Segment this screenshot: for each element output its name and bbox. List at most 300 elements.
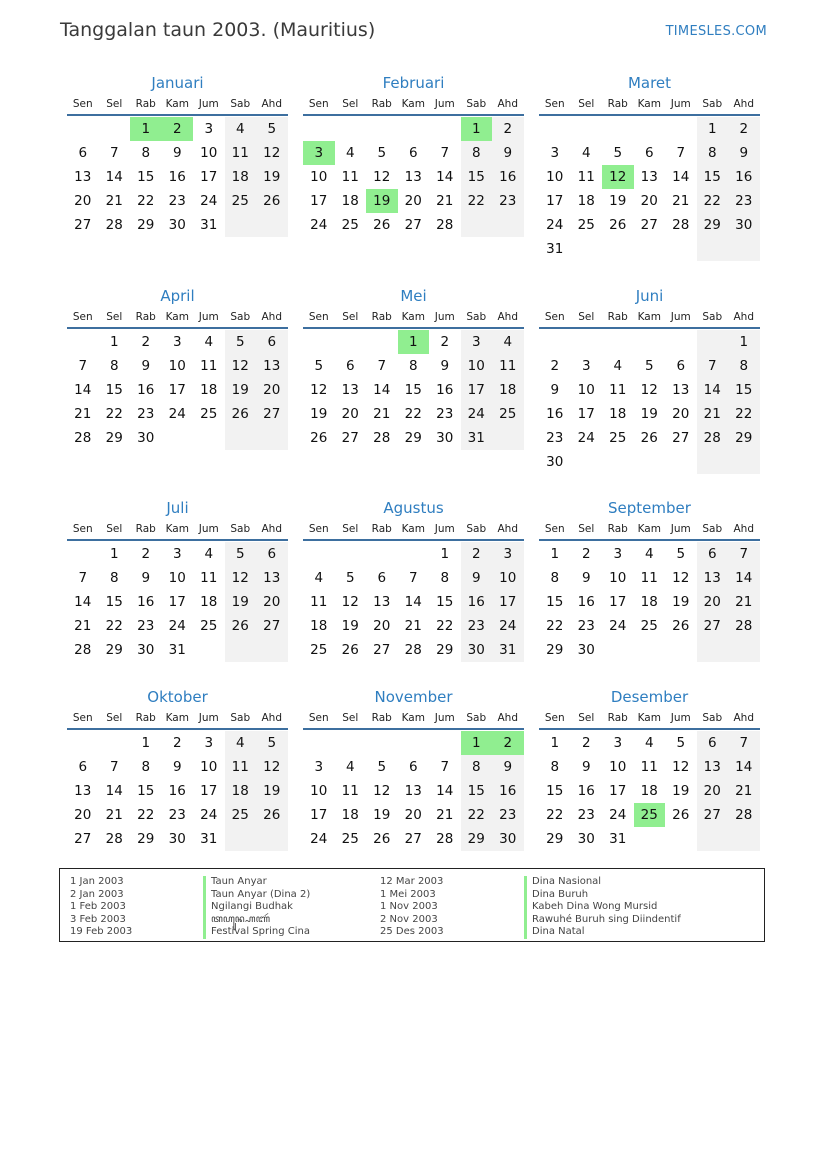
day-cell: 12: [672, 570, 690, 586]
day-cell: 2: [141, 546, 151, 562]
day-cell: 16: [492, 165, 524, 189]
weekday-label: Sen: [308, 523, 329, 535]
legend-date: 25 Des 2003: [380, 926, 444, 937]
weekday-header: [539, 94, 760, 116]
day-cell: 24: [310, 217, 328, 233]
day-cell: 27: [341, 430, 359, 446]
day-cell: 20: [74, 807, 92, 823]
day-cell: 9: [461, 566, 493, 590]
empty-cell: [303, 330, 335, 354]
day-cell: 19: [672, 594, 690, 610]
day-cell: 22: [461, 803, 493, 827]
day-cell: 14: [728, 566, 760, 590]
day-cell: 12: [640, 382, 658, 398]
day-cell: 7: [440, 759, 450, 775]
weekday-header: [539, 708, 760, 730]
weekday-label: Sen: [72, 311, 93, 323]
weekday-label: Jum: [434, 712, 455, 724]
day-cell: 23: [492, 803, 524, 827]
day-cell: 30: [728, 213, 760, 237]
weekday-label: Jum: [670, 98, 691, 110]
weekday-label: Sel: [106, 712, 123, 724]
day-cell: 15: [697, 165, 729, 189]
weekday-label: Sel: [578, 311, 595, 323]
weekday-label: Sel: [342, 712, 359, 724]
day-cell: 19: [341, 618, 359, 634]
day-cell: 26: [341, 642, 359, 658]
day-cell: 13: [256, 566, 288, 590]
day-cell: 29: [137, 831, 155, 847]
weekday-header: [303, 94, 524, 116]
weekday-label: Rab: [135, 712, 156, 724]
legend-holiday-name: Kabeh Dina Wong Mursid: [524, 901, 681, 914]
day-cell: 21: [672, 193, 690, 209]
day-cell: 16: [436, 382, 454, 398]
brand-logo[interactable]: TIMESLES.COM: [665, 24, 767, 39]
day-cell: 28: [728, 803, 760, 827]
day-grid: [303, 542, 524, 662]
day-grid: [539, 117, 760, 261]
empty-cell: [366, 330, 398, 354]
empty-cell: [429, 117, 461, 141]
day-cell: 23: [168, 193, 186, 209]
day-cell: 9: [141, 570, 151, 586]
day-cell: 7: [377, 358, 387, 374]
empty-cell: [602, 638, 634, 662]
day-cell: 30: [137, 642, 155, 658]
empty-cell: [256, 426, 288, 450]
day-cell: 28: [697, 426, 729, 450]
day-cell: 13: [404, 169, 422, 185]
day-cell: 12: [373, 169, 391, 185]
day-cell: 15: [461, 165, 493, 189]
day-cell: 23: [728, 189, 760, 213]
day-cell: 6: [697, 731, 729, 755]
day-cell: 20: [256, 590, 288, 614]
month-name: Februari: [382, 74, 445, 92]
day-cell: 24: [577, 430, 595, 446]
day-cell: 4: [314, 570, 324, 586]
weekday-label: Sel: [578, 523, 595, 535]
day-cell: 27: [697, 803, 729, 827]
day-cell: 14: [74, 594, 92, 610]
day-cell: 9: [492, 755, 524, 779]
weekday-label: Sab: [230, 98, 251, 110]
day-cell: 29: [546, 642, 564, 658]
day-cell: 19: [609, 193, 627, 209]
day-cell: 9: [728, 141, 760, 165]
day-grid: [303, 117, 524, 237]
day-cell: 6: [78, 759, 88, 775]
day-cell: 15: [546, 783, 564, 799]
day-cell: 18: [310, 618, 328, 634]
weekday-label: Rab: [607, 98, 628, 110]
day-cell: 28: [105, 217, 123, 233]
day-cell: 27: [404, 217, 422, 233]
empty-cell: [602, 450, 634, 474]
day-cell: 3: [613, 735, 623, 751]
day-cell: 7: [78, 358, 88, 374]
day-cell: 20: [697, 779, 729, 803]
weekday-label: Ahd: [733, 523, 754, 535]
legend-holiday-name: Taun Anyar: [203, 876, 310, 889]
day-cell: 2: [581, 735, 591, 751]
day-cell: 24: [609, 807, 627, 823]
day-cell: 26: [373, 217, 391, 233]
empty-cell: [67, 542, 99, 566]
day-cell: 15: [404, 382, 422, 398]
legend-date: 1 Nov 2003: [380, 901, 438, 912]
empty-cell: [225, 827, 257, 851]
day-cell: 4: [345, 759, 355, 775]
day-cell: 25: [341, 217, 359, 233]
day-cell: 29: [461, 827, 493, 851]
weekday-label: Kam: [637, 98, 661, 110]
day-cell: 25: [577, 217, 595, 233]
day-cell: 3: [613, 546, 623, 562]
weekday-label: Sen: [308, 712, 329, 724]
day-cell: 1: [550, 735, 560, 751]
day-cell: 2: [172, 735, 182, 751]
day-cell: 28: [105, 831, 123, 847]
weekday-header: [67, 307, 288, 329]
day-cell: 4: [204, 546, 214, 562]
weekday-label: Kam: [637, 523, 661, 535]
day-cell: 15: [461, 779, 493, 803]
day-cell: 2: [461, 542, 493, 566]
month-name: Juli: [166, 499, 189, 517]
day-cell: 18: [225, 165, 257, 189]
weekday-label: Rab: [607, 712, 628, 724]
day-cell: 2: [581, 546, 591, 562]
month-mei: [303, 285, 524, 450]
holiday-day-cell: 2: [492, 731, 524, 755]
day-cell: 24: [200, 193, 218, 209]
empty-cell: [539, 117, 571, 141]
day-cell: 13: [74, 169, 92, 185]
legend-date: 3 Feb 2003: [70, 913, 126, 925]
month-name: Mei: [400, 287, 427, 305]
month-name: Desember: [610, 688, 689, 706]
day-cell: 27: [697, 614, 729, 638]
weekday-label: Kam: [165, 712, 189, 724]
day-cell: 25: [492, 402, 524, 426]
day-cell: 31: [200, 217, 218, 233]
holiday-day-cell: 1: [461, 117, 493, 141]
day-grid: [539, 731, 760, 851]
empty-cell: [602, 330, 634, 354]
weekday-label: Sab: [702, 98, 723, 110]
day-cell: 20: [404, 807, 422, 823]
day-cell: 30: [168, 831, 186, 847]
holiday-day-cell: 12: [602, 165, 634, 189]
day-grid: [539, 542, 760, 662]
day-cell: 20: [404, 193, 422, 209]
day-cell: 31: [461, 426, 493, 450]
day-cell: 22: [546, 807, 564, 823]
day-cell: 16: [168, 783, 186, 799]
day-cell: 8: [550, 570, 560, 586]
day-cell: 16: [577, 594, 595, 610]
day-cell: 25: [609, 430, 627, 446]
day-cell: 5: [676, 735, 686, 751]
empty-cell: [256, 213, 288, 237]
legend-date: 2 Jan 2003: [70, 888, 124, 900]
weekday-label: Sab: [702, 712, 723, 724]
weekday-label: Ahd: [261, 311, 282, 323]
day-cell: 17: [546, 193, 564, 209]
weekday-label: Sab: [466, 311, 487, 323]
empty-cell: [602, 237, 634, 261]
day-cell: 3: [581, 358, 591, 374]
day-cell: 28: [404, 642, 422, 658]
day-cell: 10: [609, 759, 627, 775]
holiday-day-cell: 25: [634, 803, 666, 827]
day-cell: 31: [492, 638, 524, 662]
day-cell: 29: [697, 213, 729, 237]
empty-cell: [335, 330, 367, 354]
day-cell: 26: [373, 831, 391, 847]
day-cell: 27: [640, 217, 658, 233]
day-cell: 29: [105, 642, 123, 658]
day-cell: 1: [109, 546, 119, 562]
day-cell: 18: [640, 594, 658, 610]
weekday-label: Kam: [401, 712, 425, 724]
empty-cell: [697, 237, 729, 261]
month-name: Januari: [151, 74, 204, 92]
day-cell: 12: [225, 566, 257, 590]
weekday-label: Sen: [308, 311, 329, 323]
day-cell: 18: [341, 193, 359, 209]
weekday-label: Sen: [72, 712, 93, 724]
day-cell: 17: [461, 378, 493, 402]
day-cell: 21: [697, 402, 729, 426]
day-cell: 6: [256, 542, 288, 566]
day-cell: 21: [373, 406, 391, 422]
day-cell: 21: [436, 193, 454, 209]
day-cell: 30: [492, 827, 524, 851]
weekday-label: Ahd: [497, 712, 518, 724]
legend-date: 1 Feb 2003: [70, 901, 126, 912]
weekday-label: Jum: [434, 311, 455, 323]
day-cell: 10: [310, 783, 328, 799]
day-cell: 7: [440, 145, 450, 161]
day-cell: 1: [440, 546, 450, 562]
weekday-header: [539, 307, 760, 329]
day-cell: 19: [225, 378, 257, 402]
day-cell: 13: [640, 169, 658, 185]
empty-cell: [335, 731, 367, 755]
day-cell: 17: [577, 406, 595, 422]
day-cell: 10: [492, 566, 524, 590]
day-cell: 8: [461, 755, 493, 779]
day-cell: 6: [697, 542, 729, 566]
day-cell: 14: [436, 783, 454, 799]
weekday-label: Jum: [198, 311, 219, 323]
weekday-label: Sel: [342, 311, 359, 323]
weekday-label: Sab: [230, 311, 251, 323]
day-cell: 28: [436, 831, 454, 847]
day-grid: [67, 330, 288, 450]
day-cell: 6: [644, 145, 654, 161]
day-cell: 1: [728, 330, 760, 354]
day-cell: 22: [728, 402, 760, 426]
weekday-label: Sen: [544, 98, 565, 110]
day-cell: 9: [172, 759, 182, 775]
legend-holiday-name: ꦠꦲꦸꦤ꧀ꦲꦚꦂ: [203, 914, 310, 927]
empty-cell: [492, 426, 524, 450]
day-cell: 27: [256, 614, 288, 638]
weekday-label: Ahd: [261, 712, 282, 724]
day-cell: 7: [109, 759, 119, 775]
day-cell: 14: [105, 169, 123, 185]
month-name: Juni: [635, 287, 664, 305]
empty-cell: [303, 542, 335, 566]
month-maret: [539, 72, 760, 261]
day-cell: 25: [310, 642, 328, 658]
weekday-label: Rab: [371, 311, 392, 323]
holiday-day-cell: 19: [366, 189, 398, 213]
day-cell: 14: [373, 382, 391, 398]
empty-cell: [728, 638, 760, 662]
weekday-label: Kam: [401, 523, 425, 535]
day-cell: 26: [310, 430, 328, 446]
legend-holiday-name: Ngilangi Budhak: [203, 901, 310, 914]
day-cell: 17: [609, 594, 627, 610]
day-cell: 12: [341, 594, 359, 610]
day-cell: 22: [137, 193, 155, 209]
holiday-day-cell: 3: [303, 141, 335, 165]
day-cell: 10: [577, 382, 595, 398]
day-cell: 12: [373, 783, 391, 799]
weekday-label: Kam: [637, 712, 661, 724]
day-cell: 16: [137, 594, 155, 610]
day-cell: 20: [74, 193, 92, 209]
day-cell: 29: [436, 642, 454, 658]
day-cell: 7: [728, 542, 760, 566]
empty-cell: [193, 638, 225, 662]
day-cell: 13: [256, 354, 288, 378]
empty-cell: [728, 450, 760, 474]
day-cell: 20: [256, 378, 288, 402]
empty-cell: [697, 330, 729, 354]
day-cell: 7: [408, 570, 418, 586]
day-cell: 15: [546, 594, 564, 610]
empty-cell: [335, 117, 367, 141]
weekday-header: [67, 519, 288, 541]
empty-cell: [634, 450, 666, 474]
empty-cell: [728, 237, 760, 261]
day-cell: 26: [609, 217, 627, 233]
empty-cell: [303, 117, 335, 141]
day-cell: 11: [609, 382, 627, 398]
day-cell: 22: [404, 406, 422, 422]
day-cell: 24: [546, 217, 564, 233]
weekday-label: Sab: [702, 311, 723, 323]
day-cell: 25: [640, 618, 658, 634]
weekday-label: Rab: [135, 98, 156, 110]
day-cell: 26: [256, 803, 288, 827]
day-cell: 4: [225, 731, 257, 755]
day-grid: [67, 117, 288, 237]
day-cell: 9: [550, 382, 560, 398]
day-cell: 9: [440, 358, 450, 374]
day-cell: 16: [492, 779, 524, 803]
empty-cell: [366, 731, 398, 755]
weekday-label: Sab: [230, 523, 251, 535]
day-cell: 23: [436, 406, 454, 422]
weekday-label: Sen: [544, 712, 565, 724]
day-cell: 13: [373, 594, 391, 610]
weekday-header: [303, 519, 524, 541]
day-cell: 22: [105, 406, 123, 422]
day-cell: 21: [105, 193, 123, 209]
day-cell: 20: [373, 618, 391, 634]
weekday-header: [539, 519, 760, 541]
day-cell: 30: [577, 831, 595, 847]
month-juli: [67, 497, 288, 662]
weekday-label: Jum: [670, 523, 691, 535]
day-cell: 24: [168, 618, 186, 634]
day-cell: 30: [461, 638, 493, 662]
day-cell: 17: [168, 382, 186, 398]
empty-cell: [539, 330, 571, 354]
day-cell: 13: [672, 382, 690, 398]
weekday-label: Sel: [578, 98, 595, 110]
weekday-label: Sel: [578, 712, 595, 724]
holiday-day-cell: 1: [461, 731, 493, 755]
day-cell: 6: [256, 330, 288, 354]
day-cell: 20: [640, 193, 658, 209]
day-cell: 14: [74, 382, 92, 398]
day-grid: [303, 330, 524, 450]
day-cell: 19: [310, 406, 328, 422]
day-cell: 20: [672, 406, 690, 422]
day-cell: 7: [728, 731, 760, 755]
weekday-label: Sel: [342, 98, 359, 110]
month-name: Maret: [627, 74, 672, 92]
day-cell: 6: [78, 145, 88, 161]
weekday-label: Sel: [342, 523, 359, 535]
empty-cell: [99, 731, 131, 755]
month-september: [539, 497, 760, 662]
day-cell: 15: [105, 594, 123, 610]
weekday-label: Sab: [466, 98, 487, 110]
day-cell: 26: [640, 430, 658, 446]
empty-cell: [303, 731, 335, 755]
day-cell: 7: [697, 354, 729, 378]
day-cell: 18: [609, 406, 627, 422]
day-cell: 28: [373, 430, 391, 446]
empty-cell: [67, 330, 99, 354]
weekday-label: Jum: [198, 523, 219, 535]
day-cell: 25: [200, 618, 218, 634]
empty-cell: [634, 330, 666, 354]
day-cell: 22: [461, 189, 493, 213]
day-cell: 2: [550, 358, 560, 374]
day-cell: 23: [137, 618, 155, 634]
weekday-label: Sab: [466, 712, 487, 724]
day-cell: 23: [137, 406, 155, 422]
day-cell: 5: [256, 731, 288, 755]
day-cell: 17: [310, 807, 328, 823]
empty-cell: [665, 237, 697, 261]
day-cell: 27: [256, 402, 288, 426]
day-cell: 11: [200, 570, 218, 586]
day-cell: 4: [492, 330, 524, 354]
day-cell: 27: [672, 430, 690, 446]
day-cell: 18: [225, 779, 257, 803]
